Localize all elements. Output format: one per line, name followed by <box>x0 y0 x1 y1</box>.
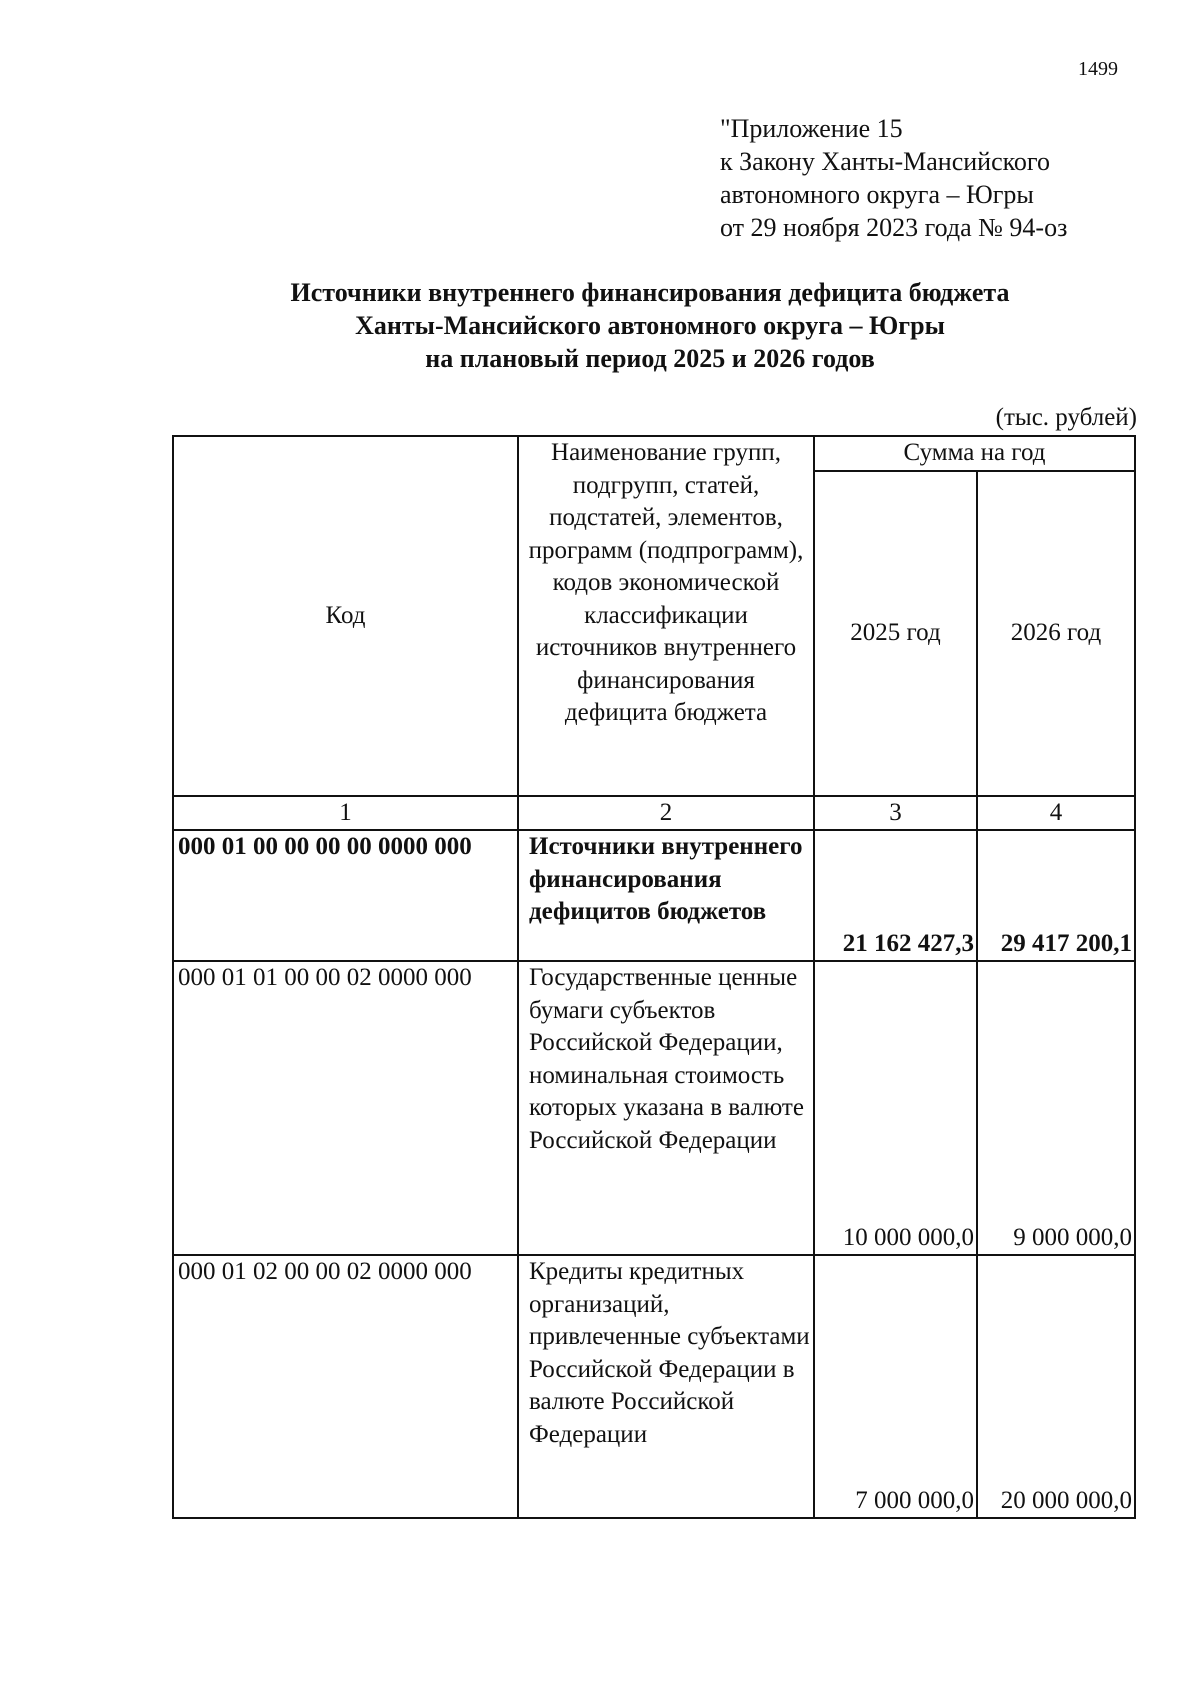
column-number-2: 2 <box>518 796 814 831</box>
title-line-1: Источники внутреннего финансирования дефицита бюджета <box>290 278 1010 307</box>
row-name: Кредиты кредитных организаций, привлеченные субъектами Российской Федерации в валюте Российской Федерации <box>518 1255 814 1518</box>
table-row <box>173 830 1135 961</box>
header-code: Код <box>173 436 518 796</box>
header-row-1 <box>173 436 1135 471</box>
appendix-line-2: к Закону Ханты-Мансийского <box>720 147 1050 176</box>
header-sum: Сумма на год <box>814 436 1135 471</box>
column-number-4: 4 <box>977 796 1135 831</box>
row-value-2026: 9 000 000,0 <box>977 961 1135 1255</box>
table-row <box>173 1255 1135 1518</box>
row-code: 000 01 02 00 00 02 0000 000 <box>173 1255 518 1518</box>
page-number: 1499 <box>1078 58 1118 80</box>
row-name: Государственные ценные бумаги субъектов Российской Федерации, номинальная стоимость которых указана в валюте Российской Федерации <box>518 961 814 1255</box>
column-number-3: 3 <box>814 796 977 831</box>
title-line-3: на плановый период 2025 и 2026 годов <box>425 344 875 373</box>
row-code: 000 01 00 00 00 00 0000 000 <box>173 830 518 961</box>
column-number-row <box>173 796 1135 831</box>
table-row <box>173 961 1135 1255</box>
appendix-line-4: от 29 ноября 2023 года № 94-оз <box>720 213 1068 242</box>
header-year-2025: 2025 год <box>814 471 977 796</box>
row-value-2026: 20 000 000,0 <box>977 1255 1135 1518</box>
appendix-block <box>720 112 1067 244</box>
appendix-line-1: "Приложение 15 <box>720 114 903 143</box>
row-value-2026: 29 417 200,1 <box>977 830 1135 961</box>
row-name: Источники внутреннего финансирования дефицитов бюджетов <box>518 830 814 961</box>
financing-sources-table <box>172 435 1136 1519</box>
row-value-2025: 7 000 000,0 <box>814 1255 977 1518</box>
title-line-2: Ханты-Мансийского автономного округа – Югры <box>355 311 945 340</box>
row-value-2025: 21 162 427,3 <box>814 830 977 961</box>
appendix-line-3: автономного округа – Югры <box>720 180 1034 209</box>
row-value-2025: 10 000 000,0 <box>814 961 977 1255</box>
document-title <box>0 276 1200 375</box>
header-name: Наименование групп, подгрупп, статей, подстатей, элементов, программ (подпрограмм), кодов экономической классификации источников внутреннего финансирования дефицита бюджета <box>518 436 814 796</box>
header-year-2026: 2026 год <box>977 471 1135 796</box>
row-code: 000 01 01 00 00 02 0000 000 <box>173 961 518 1255</box>
column-number-1: 1 <box>173 796 518 831</box>
units-label: (тыс. рублей) <box>995 404 1137 431</box>
